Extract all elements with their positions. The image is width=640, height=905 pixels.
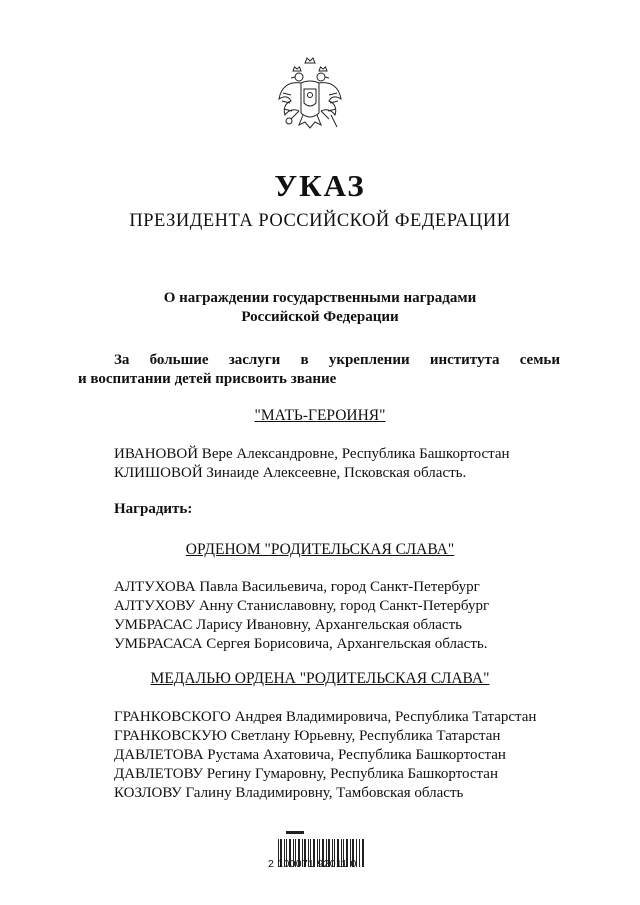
list-item: ГРАНКОВСКУЮ Светлану Юрьевну, Республика Татарстан [114,728,501,744]
award-title-text: "МАТЬ-ГЕРОИНЯ" [254,407,386,424]
award-title-text: МЕДАЛЬЮ ОРДЕНА "РОДИТЕЛЬСКАЯ СЛАВА" [150,670,490,687]
decree-intro [78,351,560,389]
intro-line: За большие заслуги в укреплении института семьи [114,352,560,368]
award-title-mother-heroine [0,407,640,425]
page-title: УКАЗ [274,168,366,203]
list-item: УМБРАСАС Ларису Ивановну, Архангельская область [114,617,462,633]
list-item: УМБРАСАСА Сергея Борисовича, Архангельская область. [114,636,488,652]
list-item: КЛИШОВОЙ Зинаиде Алексеевне, Псковская область. [114,465,467,481]
list-item: ДАВЛЕТОВА Рустама Ахатовича, Республика Башкортостан [114,747,506,763]
list-item: АЛТУХОВА Павла Васильевича, город Санкт-Петербург [114,579,480,595]
list-item: ДАВЛЕТОВУ Регину Гумаровну, Республика Башкортостан [114,766,498,782]
list-item: ГРАНКОВСКОГО Андрея Владимировича, Республика Татарстан [114,709,537,725]
list-item: КОЗЛОВУ Галину Владимировну, Тамбовская область [114,785,464,801]
recipient-list-medal [114,708,536,803]
list-item: АЛТУХОВУ Анну Станиславовну, город Санкт-Петербург [114,598,490,614]
list-item: ИВАНОВОЙ Вере Александровне, Республика Башкортостан [114,446,510,462]
recipient-list-order [114,578,489,654]
award-title-medal [0,670,640,688]
barcode-number: 2 100071 92011 0 [268,858,357,870]
award-title-order [0,541,640,559]
award-title-text: ОРДЕНОМ "РОДИТЕЛЬСКАЯ СЛАВА" [185,541,455,558]
intro-line: и воспитании детей присвоить звание [78,371,337,387]
recipient-list-mother-heroine [114,445,510,483]
coat-of-arms-icon [275,55,345,140]
heading-line: Российской Федерации [241,309,399,325]
page-subtitle: ПРЕЗИДЕНТА РОССИЙСКОЙ ФЕДЕРАЦИИ [129,211,511,231]
decree-heading [0,289,640,327]
heading-line: О награждении государственными наградами [163,290,477,306]
award-label: Наградить: [114,501,193,517]
